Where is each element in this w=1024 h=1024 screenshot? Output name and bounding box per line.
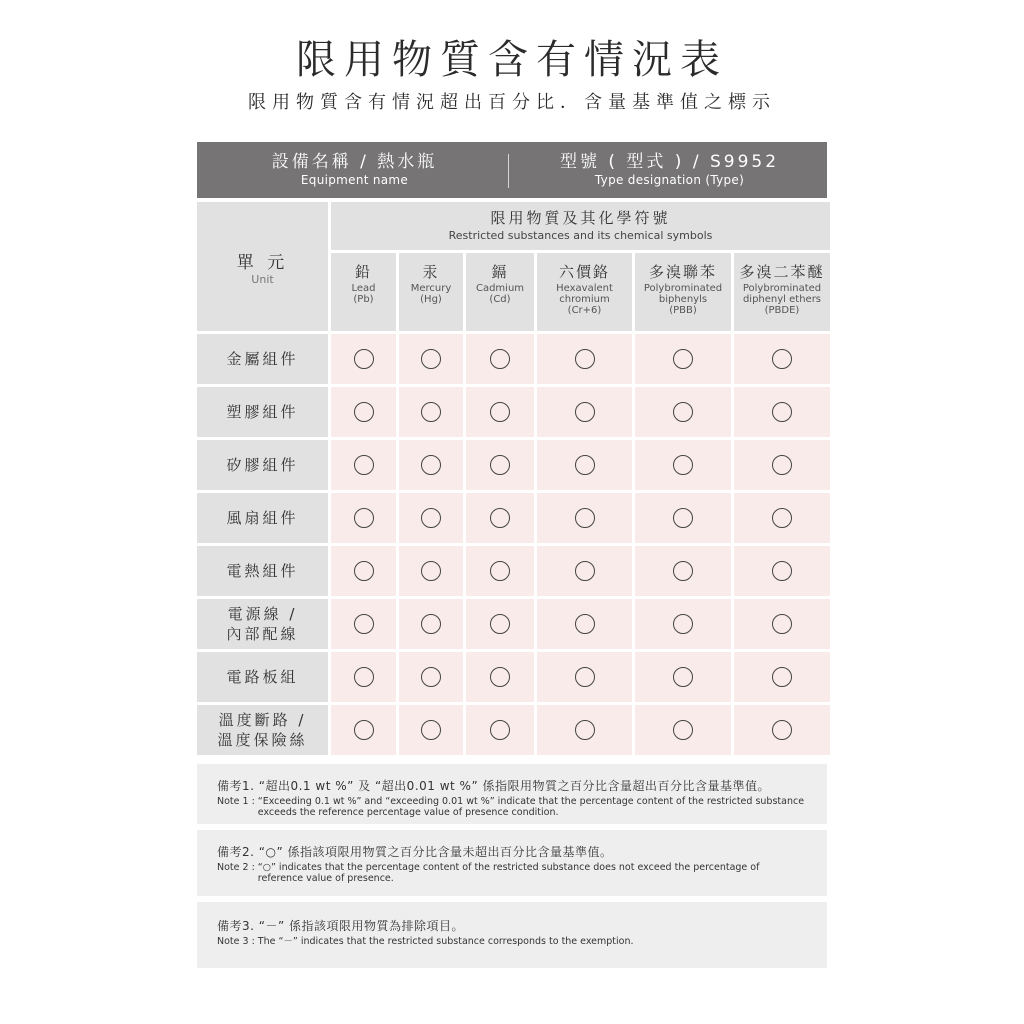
compliant-circle-mark: [575, 508, 595, 528]
compliant-circle-mark: [575, 349, 595, 369]
table-cell: [399, 440, 463, 490]
compliant-circle-mark: [421, 720, 441, 740]
compliant-circle-mark: [354, 720, 374, 740]
restricted-substances-en: Restricted substances and its chemical symbols: [448, 229, 713, 242]
compliant-circle-mark: [490, 667, 510, 687]
table-cell: [399, 599, 463, 649]
substance-name-en: Hexavalent chromium (Cr+6): [556, 283, 613, 316]
compliant-circle-mark: [354, 455, 374, 475]
table-cell: [734, 387, 830, 437]
substance-header-3: [537, 253, 632, 331]
compliant-circle-mark: [354, 561, 374, 581]
substance-name-en: Cadmium (Cd): [475, 283, 525, 305]
compliant-circle-mark: [421, 561, 441, 581]
compliant-circle-mark: [575, 402, 595, 422]
table-cell: [331, 652, 396, 702]
unit-header-zh: 單 元: [236, 252, 289, 273]
row-unit-label-line: 溫度斷路 /: [218, 711, 307, 729]
table-cell: [399, 493, 463, 543]
table-cell: [331, 440, 396, 490]
table-cell: [537, 387, 632, 437]
table-cell: [399, 387, 463, 437]
compliant-circle-mark: [354, 349, 374, 369]
note-2-label: Note 2 :: [217, 862, 255, 873]
compliant-circle-mark: [490, 508, 510, 528]
compliant-circle-mark: [490, 349, 510, 369]
compliant-circle-mark: [673, 561, 693, 581]
compliant-circle-mark: [421, 349, 441, 369]
table-cell: [399, 652, 463, 702]
note-1-en-row: [217, 796, 807, 818]
substance-name-en: Polybrominated diphenyl ethers (PBDE): [742, 283, 822, 316]
table-cell: [466, 546, 534, 596]
equipment-name-en: Equipment name: [300, 173, 409, 187]
compliant-circle-mark: [772, 508, 792, 528]
note-1: [197, 764, 827, 824]
table-cell: [734, 440, 830, 490]
row-unit-label: [197, 599, 328, 649]
note-3-label: Note 3 :: [217, 936, 255, 947]
table-cell: [635, 705, 731, 755]
substance-name-zh: 多溴聯苯: [648, 263, 717, 281]
row-unit-label-line: 風扇組件: [226, 509, 299, 527]
unit-header-en: Unit: [251, 272, 274, 286]
row-unit-label: [197, 387, 328, 437]
row-unit-label-line: 金屬組件: [226, 350, 299, 368]
restricted-substances-header: [331, 202, 830, 250]
note-3-en: The “－” indicates that the restricted substance corresponds to the exemption.: [257, 936, 634, 947]
page-title: 限用物質含有情況表: [296, 37, 728, 83]
table-cell: [635, 440, 731, 490]
compliant-circle-mark: [421, 455, 441, 475]
compliant-circle-mark: [490, 720, 510, 740]
compliant-circle-mark: [772, 614, 792, 634]
table-cell: [734, 546, 830, 596]
substance-name-en: Lead (Pb): [351, 283, 376, 305]
row-unit-label: [197, 546, 328, 596]
table-cell: [635, 599, 731, 649]
table-cell: [331, 599, 396, 649]
equipment-name-zh: 設備名稱 / 熱水瓶: [271, 152, 438, 172]
compliant-circle-mark: [575, 561, 595, 581]
row-unit-label-line: 電路板組: [226, 668, 299, 686]
compliant-circle-mark: [490, 402, 510, 422]
note-3-en-row: [217, 936, 807, 947]
table-cell: [537, 493, 632, 543]
table-cell: [466, 705, 534, 755]
table-cell: [466, 493, 534, 543]
compliant-circle-mark: [772, 402, 792, 422]
compliant-circle-mark: [772, 667, 792, 687]
compliant-circle-mark: [354, 508, 374, 528]
substance-header-0: [331, 253, 396, 331]
table-cell: [331, 387, 396, 437]
substance-table: [197, 202, 827, 754]
row-unit-label-line: 溫度保險絲: [217, 731, 308, 749]
substance-name-zh: 汞: [422, 263, 440, 281]
compliant-circle-mark: [490, 561, 510, 581]
table-cell: [399, 546, 463, 596]
compliant-circle-mark: [772, 455, 792, 475]
row-unit-label: [197, 652, 328, 702]
table-cell: [537, 652, 632, 702]
table-cell: [466, 334, 534, 384]
table-cell: [466, 440, 534, 490]
row-unit-label: [197, 705, 328, 755]
compliant-circle-mark: [421, 402, 441, 422]
compliant-circle-mark: [772, 720, 792, 740]
compliant-circle-mark: [354, 402, 374, 422]
compliant-circle-mark: [673, 614, 693, 634]
note-2: [197, 830, 827, 896]
equipment-name-block: [197, 142, 512, 198]
table-cell: [734, 334, 830, 384]
table-cell: [331, 705, 396, 755]
substance-name-en: Polybrominated biphenyls (PBB): [643, 283, 723, 316]
compliant-circle-mark: [673, 349, 693, 369]
row-unit-label-line: 內部配線: [226, 625, 299, 643]
row-unit-label: [197, 334, 328, 384]
table-cell: [537, 705, 632, 755]
type-designation-zh: 型號 ( 型式 ) / S9952: [559, 152, 780, 172]
compliant-circle-mark: [575, 455, 595, 475]
table-cell: [399, 334, 463, 384]
substance-header-2: [466, 253, 534, 331]
table-cell: [537, 440, 632, 490]
table-cell: [734, 705, 830, 755]
row-unit-label-line: 電源線 /: [227, 605, 298, 623]
table-cell: [635, 334, 731, 384]
header-bar: [197, 142, 827, 198]
compliant-circle-mark: [490, 455, 510, 475]
compliant-circle-mark: [673, 508, 693, 528]
table-cell: [734, 493, 830, 543]
note-1-label: Note 1 :: [217, 796, 255, 807]
row-unit-label-line: 矽膠組件: [226, 456, 299, 474]
note-1-zh: 備考1. “超出0.1 wt %” 及 “超出0.01 wt %” 係指限用物質之百分比含量超出百分比含量基準值。: [217, 779, 770, 793]
note-3-zh: 備考3. “－” 係指該項限用物質為排除項目。: [217, 919, 465, 933]
table-cell: [734, 652, 830, 702]
table-cell: [537, 546, 632, 596]
row-unit-label: [197, 493, 328, 543]
compliant-circle-mark: [421, 614, 441, 634]
compliant-circle-mark: [772, 561, 792, 581]
substance-name-zh: 六價鉻: [558, 263, 610, 281]
table-cell: [635, 652, 731, 702]
note-3: [197, 902, 827, 968]
header-divider: [508, 154, 509, 188]
table-cell: [635, 387, 731, 437]
note-2-en: “○” indicates that the percentage content of the restricted substance does not exceed the percentage of reference value of presence.: [257, 862, 760, 884]
compliant-circle-mark: [354, 667, 374, 687]
restricted-substances-zh: 限用物質及其化學符號: [490, 209, 671, 227]
table-cell: [734, 599, 830, 649]
substance-name-en: Mercury (Hg): [410, 283, 452, 305]
substance-header-4: [635, 253, 731, 331]
note-2-en-row: [217, 862, 807, 884]
compliant-circle-mark: [575, 614, 595, 634]
compliant-circle-mark: [421, 667, 441, 687]
compliant-circle-mark: [673, 402, 693, 422]
type-designation-en: Type designation (Type): [594, 173, 745, 187]
table-cell: [537, 599, 632, 649]
unit-header: [197, 202, 328, 331]
compliant-circle-mark: [772, 349, 792, 369]
row-unit-label-line: 電熱組件: [226, 562, 299, 580]
table-cell: [466, 387, 534, 437]
compliant-circle-mark: [673, 667, 693, 687]
table-cell: [537, 334, 632, 384]
compliant-circle-mark: [575, 720, 595, 740]
note-2-zh: 備考2. “○” 係指該項限用物質之百分比含量未超出百分比含量基準值。: [217, 845, 613, 859]
compliant-circle-mark: [490, 614, 510, 634]
table-cell: [331, 334, 396, 384]
page-subtitle: 限用物質含有情況超出百分比．含量基準值之標示: [248, 92, 776, 113]
substance-name-zh: 鎘: [491, 263, 509, 281]
compliant-circle-mark: [575, 667, 595, 687]
table-cell: [399, 705, 463, 755]
table-cell: [466, 599, 534, 649]
compliant-circle-mark: [354, 614, 374, 634]
note-1-en: “Exceeding 0.1 wt %” and “exceeding 0.01 wt %” indicate that the percentage content of the restricted substance exceeds the reference percentage value of presence condition.: [257, 796, 805, 818]
compliant-circle-mark: [673, 455, 693, 475]
table-cell: [331, 493, 396, 543]
row-unit-label: [197, 440, 328, 490]
substance-name-zh: 鉛: [354, 263, 372, 281]
compliant-circle-mark: [673, 720, 693, 740]
substance-header-5: [734, 253, 830, 331]
type-designation-block: [512, 142, 827, 198]
row-unit-label-line: 塑膠組件: [226, 403, 299, 421]
table-cell: [635, 493, 731, 543]
compliant-circle-mark: [421, 508, 441, 528]
table-cell: [635, 546, 731, 596]
table-cell: [331, 546, 396, 596]
substance-name-zh: 多溴二苯醚: [739, 263, 825, 281]
table-cell: [466, 652, 534, 702]
substance-header-1: [399, 253, 463, 331]
